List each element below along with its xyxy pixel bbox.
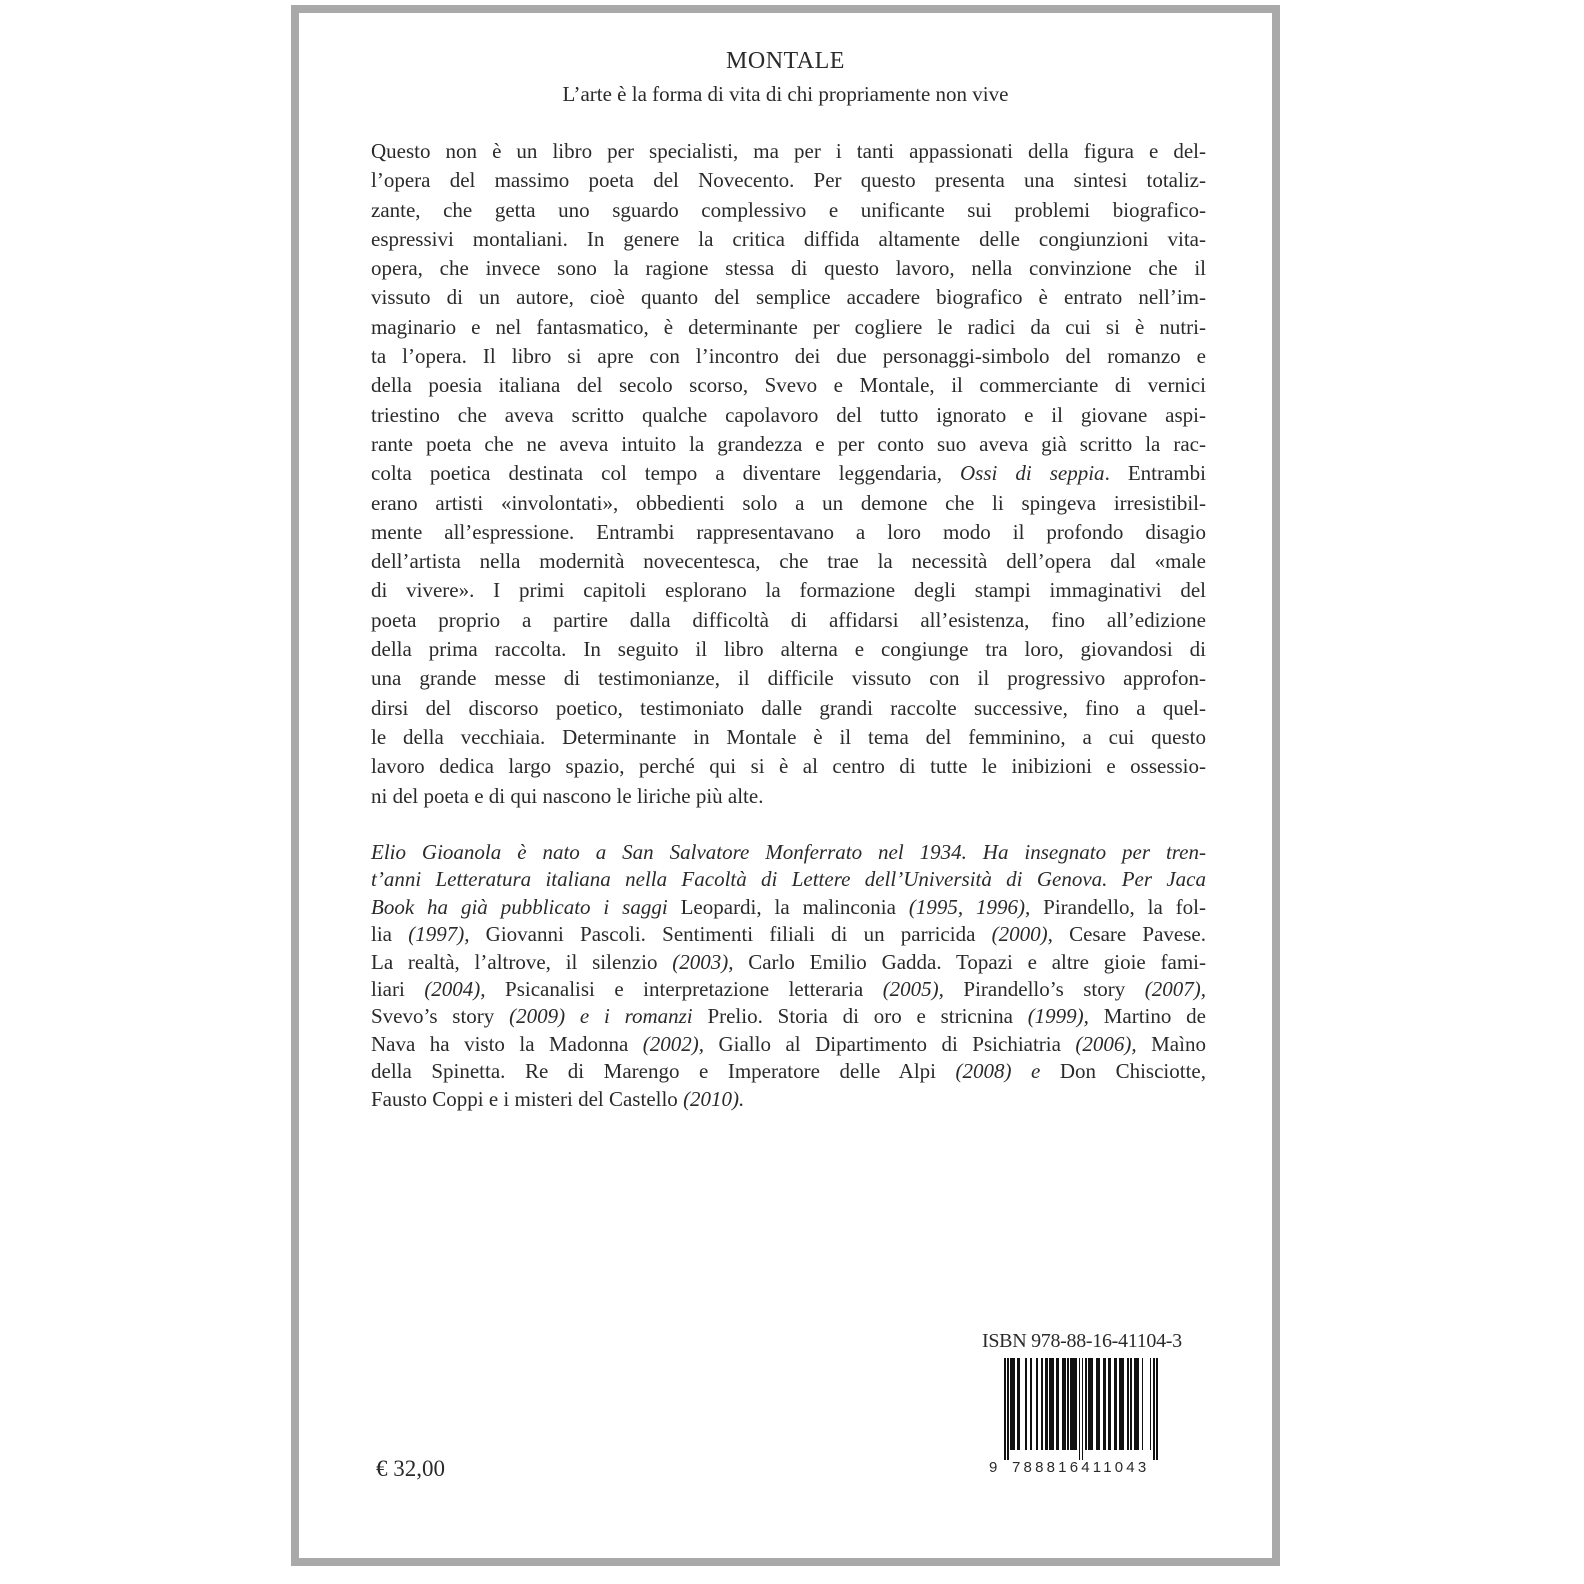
price-label: € 32,00 [376,1456,445,1481]
text-run: lia [371,922,392,947]
barcode-bar [1030,1358,1032,1450]
blurb-line: mente all’espressione. Entrambi rappresentavano a loro modo il profondo disagio [371,519,1206,544]
text-run: Carlo Emilio Gadda. Topazi e altre gioie fami- [748,949,1206,974]
blurb-line: una grande messe di testimonianze, il difficile vissuto con il progressivo approfon- [371,666,1206,691]
italic-run: (1999), [1012,1004,1104,1029]
barcode-bar [1082,1358,1084,1460]
text-run: Svevo’s story [371,1004,495,1029]
blurb-line: lavoro dedica largo spazio, perché qui si è al centro di tutte le inibizioni e ossessio- [371,754,1206,779]
blurb-line: l’opera del massimo poeta del Novecento. Per questo presenta una sintesi totaliz- [371,168,1206,193]
barcode-bar [1056,1358,1059,1450]
text-run: Maìno [1151,1031,1206,1056]
barcode-first-digit: 9 [989,1459,998,1476]
text-run: Pirandello’s story [963,977,1126,1002]
barcode-bar [1041,1358,1043,1450]
italic-run: Book ha già pubblicato i saggi [371,894,681,919]
italic-run: (2007), [1125,977,1206,1002]
barcode [1004,1358,1158,1468]
blurb-line: triestino che aveva scritto qualche capolavoro del tutto ignorato e il giovane aspi- [371,402,1206,427]
text-run: Martino de [1103,1004,1206,1029]
bio-line [371,1058,1206,1085]
blurb-line: ta l’opera. Il libro si apre con l’incontro dei due personaggi-simbolo del romanzo e [371,344,1206,369]
italic-run: (2002), [628,1031,719,1056]
italic-run: (2009) e i romanzi [494,1004,708,1029]
book-back-cover [291,5,1280,1566]
text-run: Leopardi, la malinconia [680,894,896,919]
text-run: Psicanalisi e interpretazione letteraria [505,977,864,1002]
bio-line [371,949,1206,976]
text-run: Prelio. Storia di oro e stricnina [707,1004,1013,1029]
bio-line [371,1031,1206,1058]
blurb-line: erano artisti «involontati», obbedienti solo a un demone che li spingeva irresistibil- [371,490,1206,515]
text-run: della Spinetta. Re di Marengo e Imperatore delle Alpi [371,1059,936,1084]
barcode-bar [1049,1358,1054,1450]
book-subtitle: L’arte è la forma di vita di chi propriamente non vive [562,82,1009,106]
text-run: Don Chisciotte, [1059,1059,1206,1084]
barcode-bar [1036,1358,1038,1450]
barcode-bar [1045,1358,1048,1450]
text-run: Cesare Pavese. [1069,922,1206,947]
barcode-bar [1017,1358,1020,1450]
text-run: colta poetica destinata col tempo a diventare leggendaria, [371,461,961,486]
italic-run: (2005), [863,977,964,1002]
text-run: Giallo al Dipartimento di Psichiatria [718,1031,1061,1056]
text-run: Giovanni Pascoli. Sentimenti filiali di un parricida [485,922,976,947]
barcode-bar [1062,1358,1065,1450]
blurb-line: maginario e nel fantasmatico, è determinante per cogliere le radici da cui si è nutri- [371,314,1206,339]
italic-run: (2003), [657,949,749,974]
text-run: Pirandello, la fol- [1043,894,1206,919]
text-run: Nava ha visto la Madonna [371,1031,629,1056]
blurb-line: vissuto di un autore, cioè quanto del semplice accadere biografico è entrato nell’im- [371,285,1206,310]
barcode-bar [1025,1358,1027,1450]
title-block [299,46,1272,109]
text-run: La realtà, l’altrove, il silenzio [371,949,658,974]
blurb-line: di vivere». I primi capitoli esplorano la formazione degli stampi immaginativi del [371,578,1206,603]
barcode-bar [1153,1358,1155,1460]
barcode-bar [1127,1358,1129,1450]
barcode-bar [1150,1358,1152,1450]
barcode-bar [1067,1358,1069,1450]
bio-line [371,894,1206,921]
barcode-bar [1004,1358,1006,1460]
italic-run: (2004), [404,977,506,1002]
barcode-bar [1134,1358,1139,1450]
barcode-bar [1007,1358,1009,1460]
barcode-bar [1103,1358,1106,1450]
barcode-bar [1108,1358,1111,1450]
italic-run: t’anni Letteratura italiana nella Facoltà di Lettere dell’Università di Genova. Per Jaca [371,867,1206,892]
barcode-bar [1085,1358,1087,1450]
blurb-line: poeta proprio a partire dalla difficoltà di affidarsi all’esistenza, fino all’edizione [371,607,1206,632]
barcode-bar [1088,1358,1093,1450]
barcode-digits: 788816411043 [1012,1459,1150,1476]
barcode-bar [1096,1358,1099,1450]
blurb-line [371,459,1206,488]
barcode-bar [1119,1358,1124,1450]
blurb-line: della poesia italiana del secolo scorso, Svevo e Montale, il commerciante di vernici [371,373,1206,398]
blurb-line: rante poeta che ne aveva intuito la grandezza e per conto suo aveva già scritto la rac- [371,431,1206,456]
italic-run: Ossi di seppia [960,461,1105,486]
barcode-bar [1130,1358,1132,1450]
blurb-line: espressivi montaliani. In genere la critica diffida altamente delle congiunzioni vita- [371,226,1206,251]
barcode-bar [1010,1358,1015,1450]
bio-line [371,921,1206,948]
blurb-line: dell’artista nella modernità novecentesca, che trae la necessità dell’opera dal «male [371,549,1206,574]
barcode-bar [1156,1358,1158,1460]
blurb-line: Questo non è un libro per specialisti, ma per i tanti appassionati della figura e del- [371,139,1206,163]
barcode-bar [1079,1358,1081,1460]
bio-line [371,866,1206,893]
blurb-line: zante, che getta uno sguardo complessivo e unificante sui problemi biografico- [371,197,1206,222]
italic-run: (2008) e [936,1059,1060,1084]
bio-line [371,976,1206,1003]
book-title: MONTALE [726,48,845,74]
italic-run: (2000), [975,922,1070,947]
bio-line [371,1003,1206,1030]
italic-run: (2006), [1060,1031,1152,1056]
italic-run: (1995, 1996), [895,894,1044,919]
text-run: Fausto Coppi e i misteri del Castello [371,1086,678,1111]
barcode-bar [1142,1358,1144,1450]
author-bio [371,839,1206,1113]
blurb-line: dirsi del discorso poetico, testimoniato dalle grandi raccolte successive, fino a quel- [371,695,1206,720]
text-run: liari [371,977,405,1002]
blurb-line: della prima raccolta. In seguito il libro alterna e congiunge tra loro, giovandosi di [371,637,1206,662]
bio-line [371,1086,1206,1113]
blurb-line: ni del poeta e di qui nascono le liriche più alte. [371,783,764,808]
blurb-line: opera, che invece sono la ragione stessa di questo lavoro, nella convinzione che il [371,256,1206,281]
blurb-text [371,137,1206,811]
blurb-line: le della vecchiaia. Determinante in Montale è il tema del femminino, a cui questo [371,724,1206,749]
italic-run: (1997), [392,922,486,947]
bio-line [371,839,1206,866]
barcode-bar [1070,1358,1076,1450]
text-run: . Entrambi [1104,461,1206,486]
isbn-label: ISBN 978-88-16-41104-3 [982,1330,1182,1352]
italic-run: Elio Gioanola è nato a San Salvatore Monferrato nel 1934. Ha insegnato per tren- [371,840,1206,864]
barcode-bar [1114,1358,1117,1450]
italic-run: (2010). [677,1086,745,1111]
